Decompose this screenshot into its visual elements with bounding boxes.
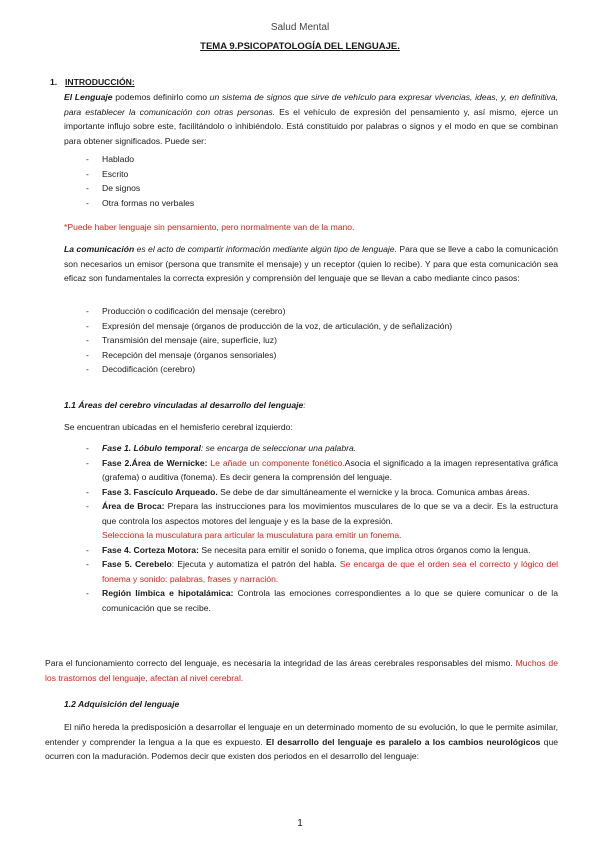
communication-definition: es el acto de compartir información mediante algún tipo de lenguaje. [134, 244, 397, 254]
intro-text-1: podemos definirlo como [112, 92, 210, 102]
list-item [86, 543, 558, 558]
phase-label: Área de Broca: [102, 501, 165, 511]
phase-label: Fase 2.Área de Wernicke: [102, 457, 208, 468]
language-types-list [86, 152, 194, 210]
phase-text: Controla las emociones correspondientes a lo que se quiere comunicar o de la comunicación que se recibe. [102, 588, 558, 613]
list-item [86, 456, 558, 485]
intro-paragraph [64, 90, 558, 148]
s12-text-2: que ocurren con la maduración. Podemos decir que existen dos periodos en el desarrollo del lenguaje: [45, 736, 558, 761]
phase-text: Se debe de dar simultáneamente el wernicke y la broca. Comunica ambas áreas. [217, 486, 530, 497]
list-item: - De signos [86, 181, 194, 196]
section-1-2-paragraph [45, 720, 558, 764]
phase-highlight: Le añade un componente fonético. [207, 457, 345, 468]
section-1-2-heading: 1.2 Adquisición del lenguaje [64, 699, 180, 709]
intro-definition: un sistema de signos que sirve de vehículo para expresar vivencias, ideas, y, en definitiva, para establecer la comunicación con otras personas. [64, 92, 558, 117]
phase-text: Prepara las instrucciones para los movimientos musculares de lo que se va a decir. Es la estructura que controla los aspectos motores del lenguaje y es la base de la expresión. [102, 501, 558, 526]
list-item: - Hablado [86, 152, 194, 167]
phase-text: : Ejecuta y automatiza el patrón del habla. [171, 559, 337, 569]
section-1-1-lead: Se encuentran ubicadas en el hemisferio cerebral izquierdo: [64, 422, 293, 432]
intro-text-2: Es el vehículo de expresión del pensamiento y, así mismo, ejerce un importante influjo sobre este, facilitándolo o inhibiéndolo. Está constituido por palabras o signos y el modo en que se combinan para obtener significados. Puede ser: [64, 106, 558, 146]
phase-label: Fase 3. Fascículo Arqueado. [102, 486, 218, 497]
section-1-1-colon: : [303, 400, 306, 410]
communication-steps-list [86, 304, 452, 377]
closing-text: Para el funcionamiento correcto del lenguaje, es necesaria la integridad de las áreas cerebrales responsables del mismo. [45, 658, 513, 668]
section-1-1-title: 1.1 Áreas del cerebro vinculadas al desarrollo del lenguaje [64, 400, 304, 410]
communication-text: Para que se lleve a cabo la comunicación son necesarios un emisor (persona que transmite el mensaje) y un receptor (quien lo recibe). Y para que esta comunicación sea eficaz son fundamentales la correcta expresión y comprensión del lenguaje que se llevan a cabo mediante cinco pasos: [64, 244, 558, 283]
list-item: - Decodificación (cerebro) [86, 362, 452, 377]
intro-note: *Puede haber lenguaje sin pensamiento, pero normalmente van de la mano. [64, 222, 355, 232]
phase-label: Fase 1. Lóbulo temporal [102, 443, 201, 453]
list-item: - Expresión del mensaje (órganos de producción de la voz, de articulación, y de señalización) [86, 319, 452, 334]
phase-text: Se necesita para emitir el sonido o fonema, que implica otros órganos como la lengua. [198, 544, 531, 555]
communication-paragraph [64, 242, 558, 286]
list-item [86, 586, 558, 615]
section-1-1-heading [64, 398, 306, 413]
s12-bold: El desarrollo del lenguaje es paralelo a los cambios neurológicos [262, 736, 541, 747]
phase-label: Fase 4. Corteza Motora: [102, 544, 199, 555]
s12-text-1: El niño hereda la predisposición a desarrollar el lenguaje en un determinado momento de su evolución, lo que le permite asimilar, entender y comprender la lengua a la que es expuesto. [45, 722, 558, 747]
phase-highlight: Selecciona la musculatura para articular la musculatura para emitir un fonema. [102, 530, 402, 540]
term-comunicacion: La comunicación [64, 244, 135, 254]
brain-phases-list [86, 441, 558, 615]
intro-heading: INTRODUCCIÓN: [65, 77, 135, 87]
phase-label: Región límbica e hipotalámica: [102, 588, 234, 598]
intro-number: 1. [50, 77, 58, 87]
list-item: - Otra formas no verbales [86, 196, 194, 211]
phase-text: Asocia el significado a la imagen representativa gráfica (grafema) o auditiva (fonema). Es decir genera la comprensión del lenguaje. [102, 457, 558, 482]
phase-highlight: Se encarga de que el orden sea el correcto y lógico del fonema y sonido: palabras, frases y narración. [102, 559, 559, 584]
closing-highlight: Muchos de los trastornos del lenguaje, afectan al nivel cerebral. [45, 658, 558, 683]
list-item: - Recepción del mensaje (órganos sensoriales) [86, 348, 452, 363]
page-title: TEMA 9.PSICOPATOLOGÍA DEL LENGUAJE. [200, 41, 400, 52]
section-1-1-closing [45, 656, 558, 685]
phase-text: : se encarga de seleccionar una palabra. [200, 443, 357, 453]
phase-label: Fase 5. Cerebelo [102, 559, 172, 569]
list-item [86, 485, 558, 500]
list-item [86, 499, 558, 543]
list-item: - Producción o codificación del mensaje (cerebro) [86, 304, 452, 319]
list-item: - Transmisión del mensaje (aire, superficie, luz) [86, 333, 452, 348]
list-item [86, 557, 558, 586]
term-lenguaje: El Lenguaje [64, 92, 113, 102]
list-item [86, 441, 558, 456]
list-item: - Escrito [86, 167, 194, 182]
page-number: 1 [297, 818, 303, 829]
running-header: Salud Mental [270, 22, 330, 33]
